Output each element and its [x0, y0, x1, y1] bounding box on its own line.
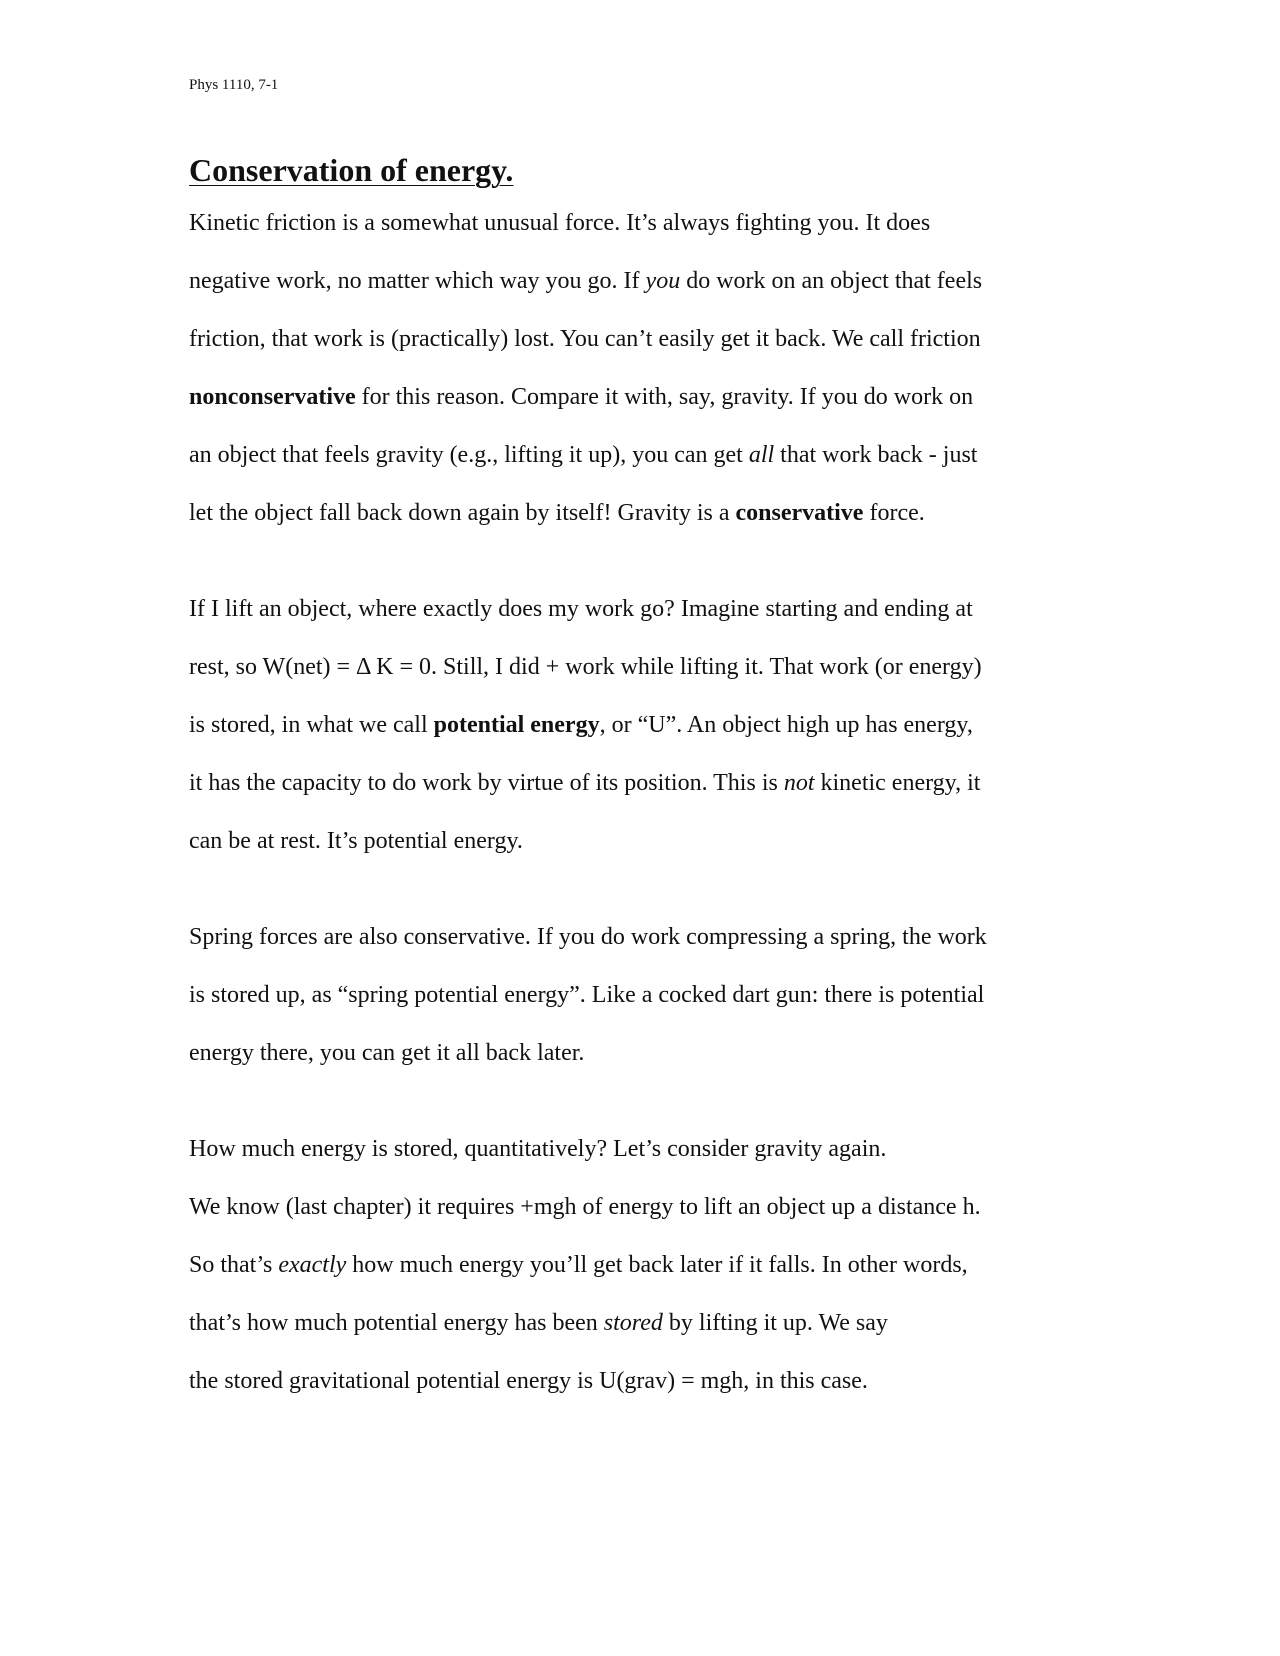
- emphasis: you: [645, 268, 681, 294]
- text-line: Kinetic friction is a somewhat unusual force. It’s always fighting you. It does: [189, 210, 931, 236]
- text-line: it has the capacity to do work by virtue of its position. This is not kinetic energy, it: [189, 770, 981, 796]
- emphasis: not: [783, 770, 815, 796]
- text-line: rest, so W(net) = Δ K = 0. Still, I did + work while lifting it. That work (or energy): [189, 654, 982, 680]
- text-line: is stored, in what we call potential energy, or “U”. An object high up has energy,: [189, 712, 973, 738]
- term-nonconservative: nonconservative: [189, 384, 356, 410]
- text-line: So that’s exactly how much energy you’ll get back later if it falls. In other words,: [189, 1252, 968, 1278]
- text-line: energy there, you can get it all back later.: [189, 1040, 585, 1066]
- text-line: an object that feels gravity (e.g., lifting it up), you can get all that work back - just: [189, 442, 978, 468]
- text-line: How much energy is stored, quantitatively? Let’s consider gravity again.: [189, 1136, 887, 1162]
- text-line: the stored gravitational potential energy is U(grav) = mgh, in this case.: [189, 1368, 868, 1394]
- text-line: friction, that work is (practically) lost. You can’t easily get it back. We call friction: [189, 326, 981, 352]
- text-line: Spring forces are also conservative. If you do work compressing a spring, the work: [189, 924, 987, 950]
- emphasis: stored: [603, 1310, 663, 1336]
- term-conservative: conservative: [735, 500, 864, 526]
- term-potential-energy: potential energy: [433, 712, 600, 738]
- text-line: nonconservative for this reason. Compare it with, say, gravity. If you do work on: [189, 384, 974, 410]
- text-line: negative work, no matter which way you go. If you do work on an object that feels: [189, 268, 983, 294]
- text-line: If I lift an object, where exactly does my work go? Imagine starting and ending at: [189, 596, 973, 622]
- running-head: Phys 1110, 7-1: [189, 77, 279, 93]
- emphasis: all: [748, 442, 775, 468]
- page-title: Conservation of energy.: [189, 152, 514, 188]
- text-line: is stored up, as “spring potential energy”. Like a cocked dart gun: there is potential: [189, 982, 985, 1008]
- emphasis: exactly: [278, 1252, 347, 1278]
- text-line: that’s how much potential energy has been stored by lifting it up. We say: [189, 1310, 888, 1336]
- text-line: let the object fall back down again by itself! Gravity is a conservative force.: [189, 500, 925, 526]
- text-line: We know (last chapter) it requires +mgh of energy to lift an object up a distance h.: [189, 1194, 981, 1220]
- text-line: can be at rest. It’s potential energy.: [189, 828, 523, 854]
